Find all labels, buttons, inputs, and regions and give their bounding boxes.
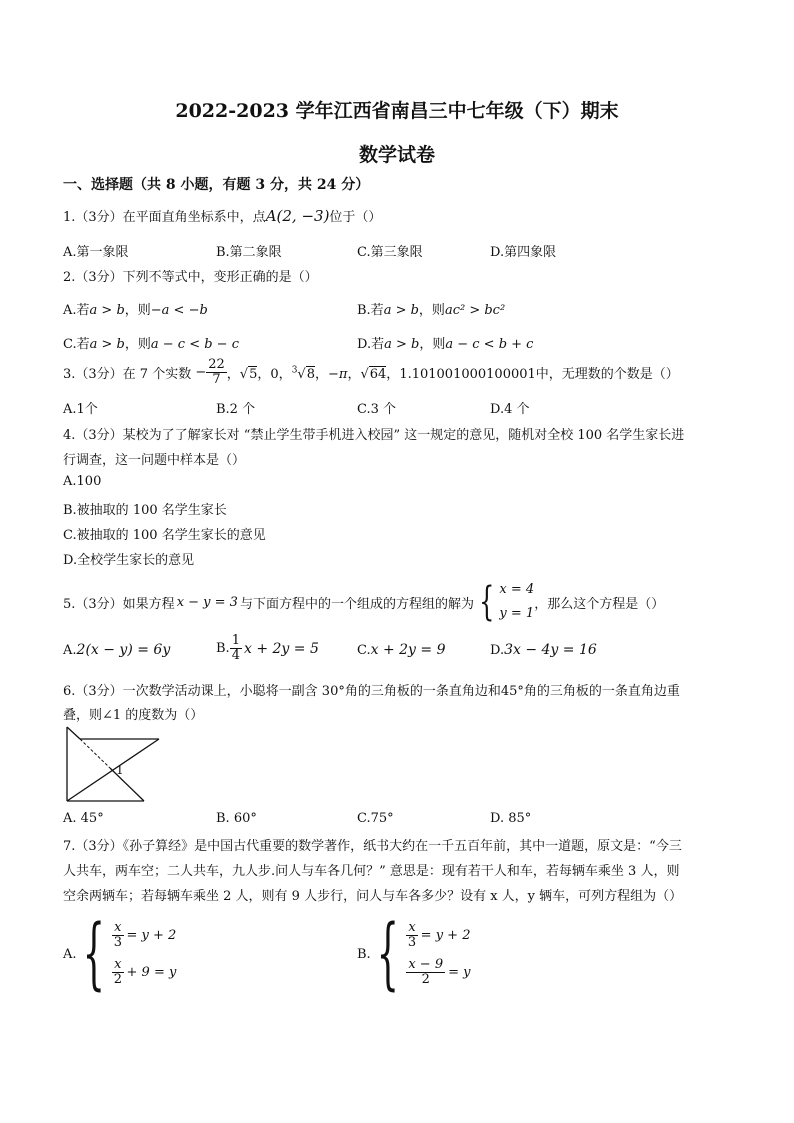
q5-option-d[interactable]: D.3x − 4y = 16 xyxy=(490,642,597,658)
q1-option-c[interactable]: C.第三象限 xyxy=(357,245,423,260)
q6-option-b[interactable]: B. 60° xyxy=(216,811,257,826)
q5-option-a[interactable]: A.2(x − y) = 6y xyxy=(63,642,171,658)
question-7-line-2: 人共车，两车空；二人共车，九人步.问人与车各几何？” 意思是：现有若干人和车，若每辆车乘坐 3 人，则 xyxy=(63,864,680,879)
q6-option-d[interactable]: D. 85° xyxy=(490,811,532,826)
q7-option-a[interactable]: A. { $\frac{x}{3}$ = y + 2 $\frac{x}{2}$ + 9 = y xyxy=(63,909,177,999)
q2-option-b[interactable]: B.若a > b，则ac² > bc² xyxy=(357,303,506,318)
figure-hypotenuse-30 xyxy=(67,739,159,801)
q5-option-c[interactable]: C.x + 2y = 9 xyxy=(357,642,446,658)
q1-option-a[interactable]: A.第一象限 xyxy=(63,245,129,260)
q1-option-b[interactable]: B.第二象限 xyxy=(216,245,282,260)
figure-short-edge xyxy=(67,727,80,739)
q2-option-c[interactable]: C.若a > b，则a − c < b − c xyxy=(63,337,239,352)
question-2-stem: 2.（3分）下列不等式中，变形正确的是（） xyxy=(63,270,318,285)
q1-option-d[interactable]: D.第四象限 xyxy=(490,245,557,260)
q6-option-c[interactable]: C.75° xyxy=(357,811,394,826)
q4-option-d[interactable]: D.全校学生家长的意见 xyxy=(63,553,195,568)
q6-option-a[interactable]: A. 45° xyxy=(63,811,104,826)
q2-option-d[interactable]: D.若a > b，则a − c < b + c xyxy=(357,337,534,352)
page-title: 2022-2023 学年江西省南昌三中七年级（下）期末 xyxy=(175,100,619,122)
q2-option-a[interactable]: A.若a > b，则−a < −b xyxy=(63,303,208,318)
question-6-line-1: 6.（3分）一次数学活动课上，小聪将一副含 30°角的三角板的一条直角边和45°角的三角板的一条直角边重 xyxy=(63,684,680,699)
q5-solution-system: { x = 4 y = 1 xyxy=(479,579,535,625)
page-subtitle: 数学试卷 xyxy=(358,144,435,166)
q3-option-a[interactable]: A.1个 xyxy=(63,402,98,417)
q3-option-b[interactable]: B.2 个 xyxy=(216,402,256,417)
question-5-stem: 5.（3分）如果方程 x − y = 3 与下面方程中的一个组成的方程组的解为 { x = 4 y = 1 ，那么这个方程是（） xyxy=(63,579,665,625)
triangle-figure xyxy=(60,722,170,808)
q3-option-c[interactable]: C.3 个 xyxy=(357,402,397,417)
q5-option-b[interactable]: B. $\frac{1}{4}$ x + 2y = 5 xyxy=(216,633,319,663)
q7-option-b[interactable]: B. { $\frac{x}{3}$ = y + 2 $\frac{x - 9}{2}$ = y xyxy=(357,909,471,999)
q4-option-b[interactable]: B.被抽取的 100 名学生家长 xyxy=(63,503,227,518)
angle-1-label: 1 xyxy=(116,763,124,777)
q4-option-c[interactable]: C.被抽取的 100 名学生家长的意见 xyxy=(63,528,266,543)
question-1-stem: 1.（3分）在平面直角坐标系中，点A(2, −3)位于（） xyxy=(63,207,382,225)
question-4-line-2: 行调查，这一问题中样本是（） xyxy=(63,453,246,468)
question-7-line-1: 7.（3分）《孙子算经》是中国古代重要的数学著作，纸书大约在一千五百年前，其中一道题，原文是：“今三 xyxy=(63,839,682,854)
question-7-line-3: 空余两辆车；若每辆车乘坐 2 人，则有 9 人步行，问人与车各多少？设有 x 人，y 辆车，可列方程组为（） xyxy=(63,889,683,904)
question-3-stem: 3.（3分）在 7 个实数 − $\frac{22}{7}$ ，√5，0，$^3$√8，−π，√64，1.101001000100001 中，无理数的个数是（） xyxy=(63,356,679,387)
question-4-line-1: 4.（3分）某校为了了解家长对 “禁止学生带手机进入校园” 这一规定的意见，随机对全校 100 名学生家长进 xyxy=(63,428,685,443)
q4-option-a[interactable]: A.100 xyxy=(63,474,102,489)
question-6-line-2: 叠，则∠1 的度数为（） xyxy=(63,708,204,723)
q3-option-d[interactable]: D.4 个 xyxy=(490,402,530,417)
section-heading: 一、选择题（共 8 小题，有题 3 分，共 24 分） xyxy=(63,177,370,193)
figure-dashed-line xyxy=(80,739,110,768)
